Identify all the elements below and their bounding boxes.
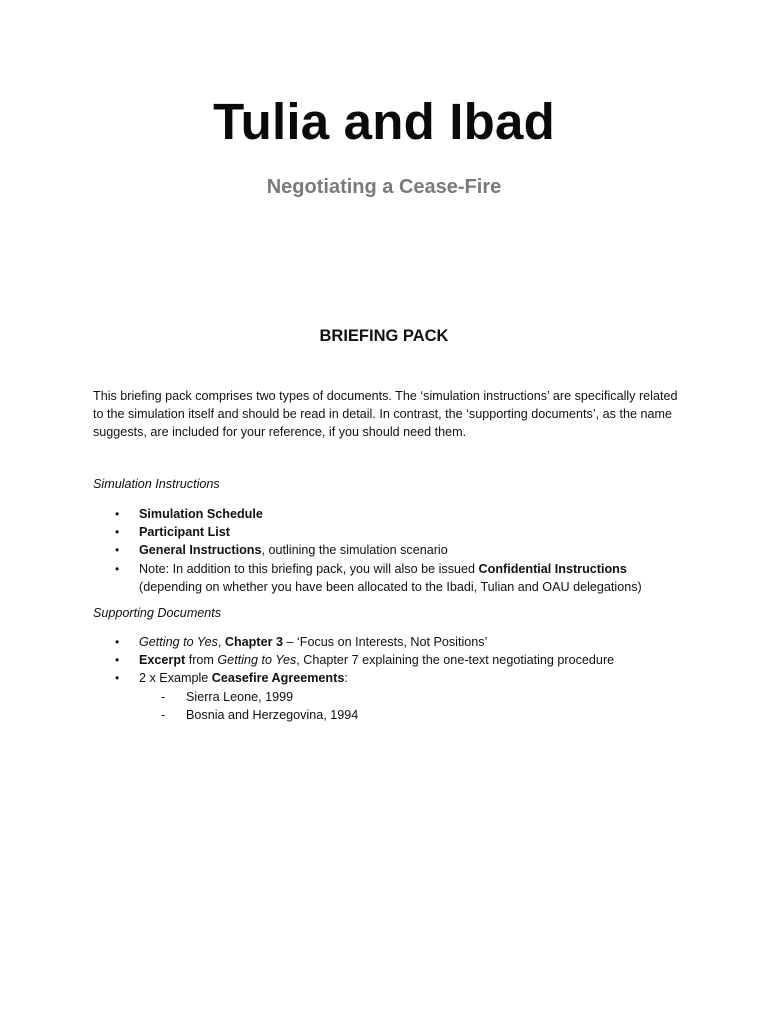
item-title: Chapter 3 [224, 635, 283, 649]
list-item [93, 505, 693, 523]
supporting-documents-list [93, 633, 693, 724]
item-title: Simulation Schedule [139, 507, 263, 521]
item-title: Excerpt [139, 653, 186, 668]
list-item: • Excerpt from Getting to Yes, Chapter 7 explaining the one-text negotiating procedure [93, 651, 693, 669]
sublist-item: - Bosnia and Herzegovina, 1994 [139, 706, 693, 724]
bullet-icon: • [115, 671, 120, 686]
item-title: General Instructions [139, 543, 262, 558]
bullet-icon: • [115, 635, 120, 649]
dash-icon: - [161, 707, 166, 722]
intro-paragraph: This briefing pack comprises two types of documents. The ‘simulation instructions’ are specifically related to the simulation itself and should be read in detail. In contrast, the ‘supporting documents’, as the name suggests, are included for your reference, if you should need them. [93, 389, 678, 439]
bullet-icon: • [115, 543, 120, 558]
sublist-item: - Sierra Leone, 1999 [139, 688, 693, 706]
list-item [93, 523, 693, 541]
item-title: Ceasefire Agreements [211, 671, 345, 686]
simulation-instructions-label: Simulation Instructions [93, 477, 220, 491]
list-item [93, 541, 693, 559]
list-item: • Getting to Yes, Chapter 3 – ‘Focus on Interests, Not Positions’ [93, 633, 693, 651]
agreements-sublist [139, 688, 693, 724]
dash-icon: - [161, 689, 166, 704]
item-prefix: 2 x Example [139, 671, 212, 686]
book-title: Getting to Yes [139, 635, 218, 649]
item-title: Participant List [139, 525, 230, 540]
bullet-icon: • [115, 525, 120, 540]
book-title: Getting to Yes [217, 653, 297, 668]
item-prefix: Note: In addition to this briefing pack, you will also be issued [139, 561, 479, 576]
item-description: , outlining the simulation scenario [261, 543, 448, 558]
bullet-icon: • [115, 507, 120, 521]
item-description: – ‘Focus on Interests, Not Positions’ [282, 635, 488, 649]
bullet-icon: • [115, 653, 120, 668]
list-item [93, 560, 693, 596]
document-title: Tulia and Ibad [213, 93, 555, 150]
item-description: , Chapter 7 explaining the one-text negotiating procedure [296, 653, 615, 668]
bullet-icon: • [115, 561, 120, 576]
simulation-instructions-list [93, 505, 693, 596]
document-subtitle: Negotiating a Cease-Fire [266, 176, 502, 198]
item-description: (depending on whether you have been allocated to the Ibadi, Tulian and OAU delegations) [139, 579, 642, 594]
item-title: Confidential Instructions [478, 561, 627, 576]
list-item: • 2 x Example Ceasefire Agreements: - Sierra Leone, 1999 - Bosnia and Herzegovina, 1994 [93, 669, 693, 724]
briefing-pack-heading: BRIEFING PACK [319, 327, 449, 345]
supporting-documents-label: Supporting Documents [93, 606, 222, 620]
